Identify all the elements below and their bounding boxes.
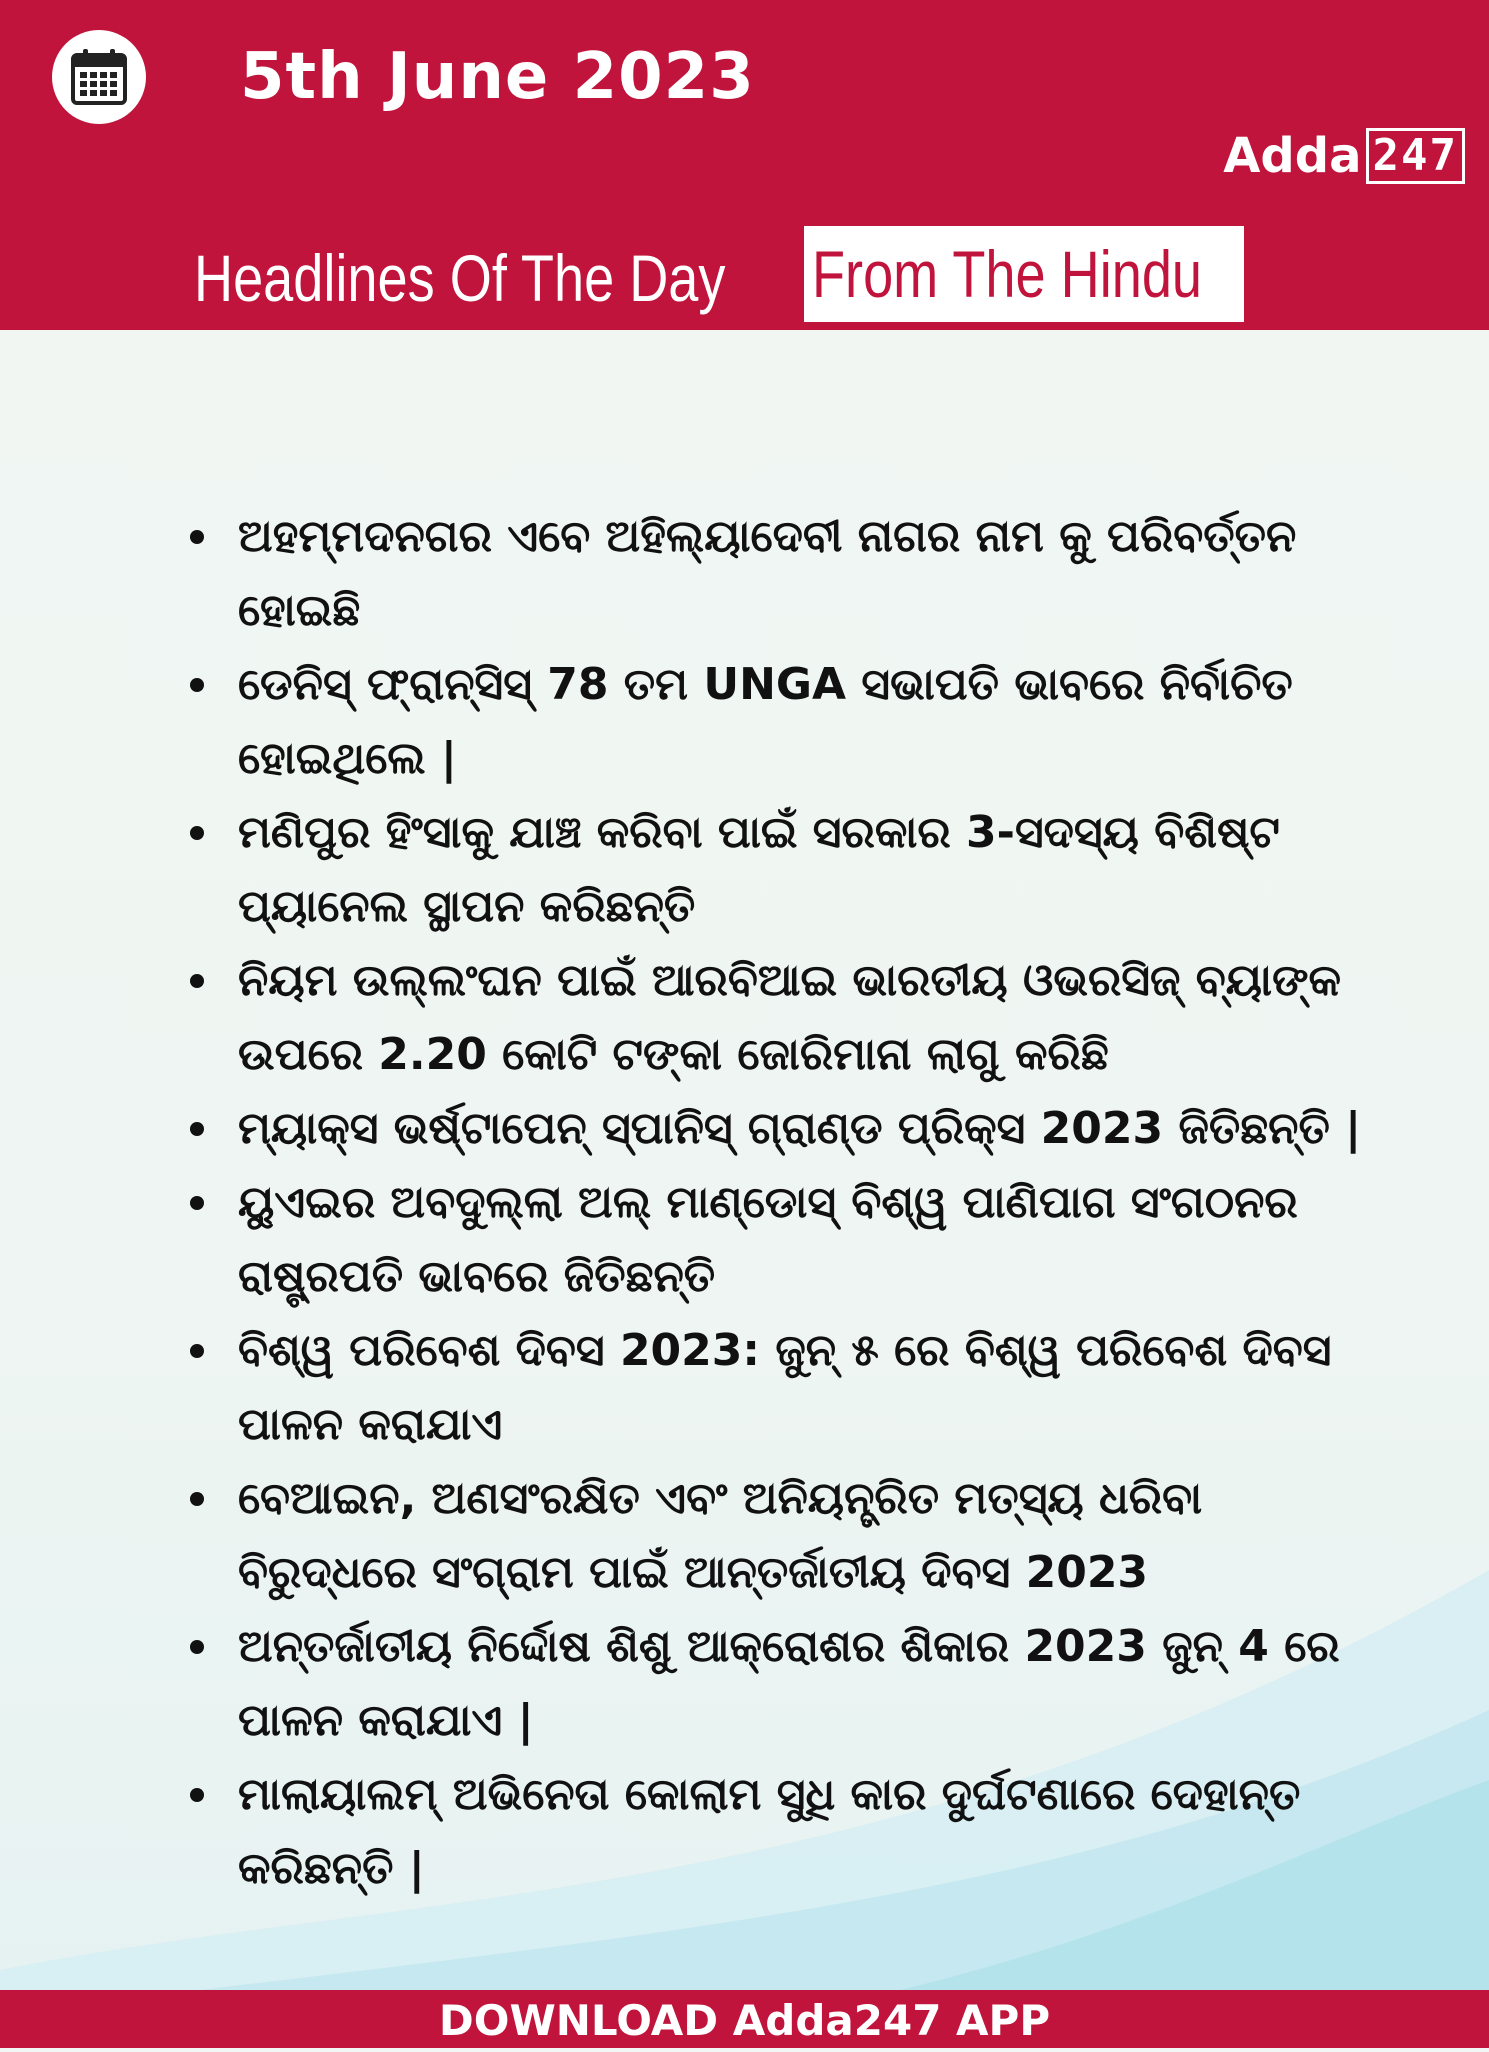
- list-item: [190, 500, 1370, 648]
- news-text: ନିୟମ ଉଲ୍ଲଂଘନ ପାଇଁ ଆରବିଆଇ ଭାରତୀୟ ଓଭରସିଜ୍ ବ୍ୟାଙ୍କ ଉପରେ 2.20 କୋଟି ଟଙ୍କା ଜୋରିମାନା ଲାଗୁ କରିଛି: [238, 955, 1342, 1080]
- bullet-icon: [190, 530, 204, 544]
- bullet-icon: [190, 1122, 204, 1136]
- list-item: [190, 1092, 1370, 1166]
- list-item: [190, 944, 1370, 1092]
- headline-label: Headlines Of The Day: [194, 241, 726, 315]
- news-text: ମାଲାୟାଲମ୍ ଅଭିନେତା କୋଲାମ ସୁଧି କାର ଦୁର୍ଘଟଣାରେ ଦେହାନ୍ତ କରିଛନ୍ତି |: [238, 1769, 1301, 1894]
- news-text: ଅନ୍ତର୍ଜାତୀୟ ନିର୍ଦ୍ଦୋଷ ଶିଶୁ ଆକ୍ରୋଶର ଶିକାର 2023 ଜୁନ୍ 4 ରେ ପାଳନ କରାଯାଏ |: [238, 1621, 1340, 1746]
- source-badge: [804, 226, 1244, 322]
- list-item: [190, 1462, 1370, 1610]
- list-item: [190, 796, 1370, 944]
- bullet-icon: [190, 678, 204, 692]
- list-item: [190, 648, 1370, 796]
- news-panel: [0, 330, 1489, 1990]
- bullet-icon: [190, 974, 204, 988]
- list-item: [190, 1758, 1370, 1906]
- bullet-icon: [190, 826, 204, 840]
- list-item: [190, 1610, 1370, 1758]
- news-text: ଅହମ୍ମଦନଗର ଏବେ ଅହିଲ୍ୟାଦେବୀ ନାଗର ନାମ କୁ ପରିବର୍ତ୍ତନ ହୋଇଛି: [238, 511, 1297, 636]
- bullet-icon: [190, 1344, 204, 1358]
- download-app-link[interactable]: DOWNLOAD Adda247 APP: [438, 1996, 1051, 2045]
- brand-word: Adda: [1223, 128, 1362, 184]
- list-item: [190, 1314, 1370, 1462]
- news-text: ମ୍ୟାକ୍ସ ଭର୍ଷ୍ଟାପେନ୍ ସ୍ପାନିସ୍ ଗ୍ରାଣ୍ଡ ପ୍ରିକ୍ସ 2023 ଜିତିଛନ୍ତି |: [238, 1103, 1362, 1154]
- header-banner: [0, 0, 1489, 330]
- bullet-icon: [190, 1492, 204, 1506]
- source-label: From The Hindu: [812, 237, 1203, 311]
- list-item: [190, 1166, 1370, 1314]
- page-date: 5th June 2023: [240, 40, 755, 114]
- news-text: ବିଶ୍ୱ ପରିବେଶ ଦିବସ 2023: ଜୁନ୍ ୫ ରେ ବିଶ୍ୱ ପରିବେଶ ଦିବସ ପାଳନ କରାଯାଏ: [238, 1325, 1332, 1450]
- download-app-banner[interactable]: [0, 1990, 1489, 2048]
- calendar-icon: [69, 47, 129, 107]
- bullet-icon: [190, 1788, 204, 1802]
- news-text: ଡେନିସ୍ ଫ୍ରାନ୍ସିସ୍ 78 ତମ UNGA ସଭାପତି ଭାବରେ ନିର୍ବାଚିତ ହୋଇଥିଲେ |: [238, 659, 1293, 784]
- brand-number: 247: [1366, 128, 1465, 184]
- news-text: ମଣିପୁର ହିଂସାକୁ ଯାଞ୍ଚ କରିବା ପାଇଁ ସରକାର 3-ସଦସ୍ୟ ବିଶିଷ୍ଟ ପ୍ୟାନେଲ ସ୍ଥାପନ କରିଛନ୍ତି: [238, 807, 1280, 932]
- bullet-icon: [190, 1640, 204, 1654]
- bullet-icon: [190, 1196, 204, 1210]
- news-list: [190, 500, 1370, 1906]
- calendar-badge: [52, 30, 146, 124]
- brand-logo: [1223, 128, 1465, 184]
- news-text: ବେଆଇନ, ଅଣସଂରକ୍ଷିତ ଏବଂ ଅନିୟନ୍ତ୍ରିତ ମତ୍ସ୍ୟ ଧରିବା ବିରୁଦ୍ଧରେ ସଂଗ୍ରାମ ପାଇଁ ଆନ୍ତର୍ଜାତୀୟ ଦିବସ 2023: [238, 1473, 1203, 1598]
- news-text: ୟୁଏଇର ଅବଦୁଲ୍ଲା ଅଲ୍ ମାଣ୍ଡୋସ୍ ବିଶ୍ୱ ପାଣିପାଗ ସଂଗଠନର ରାଷ୍ଟ୍ରପତି ଭାବରେ ଜିତିଛନ୍ତି: [238, 1177, 1298, 1302]
